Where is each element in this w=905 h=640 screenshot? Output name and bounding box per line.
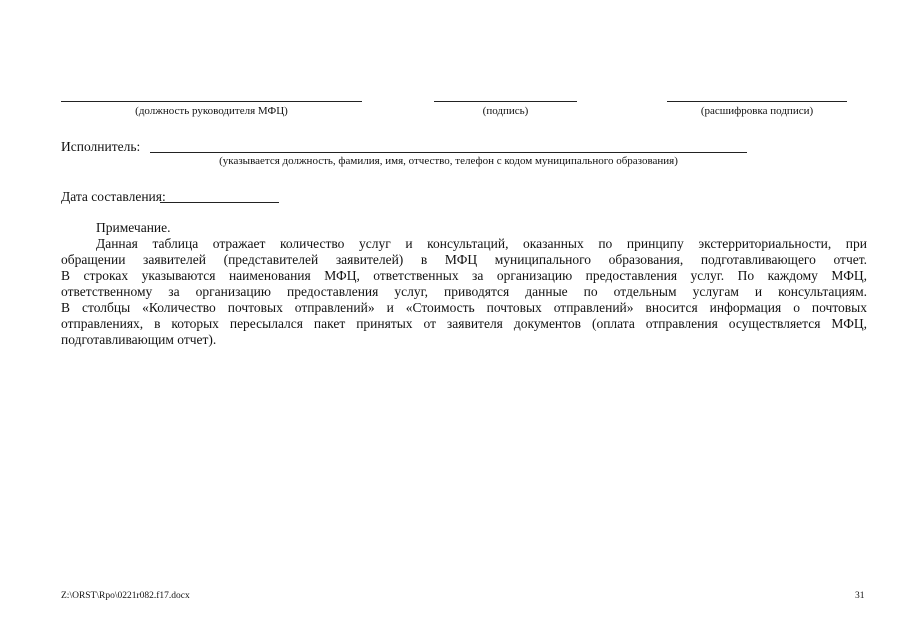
position-signature-line <box>61 101 362 102</box>
note-line: отправлениях, в которых пересылался пакет принятых от заявителя документов (оплата отправления осуществляется МФЦ, <box>61 316 867 331</box>
note-line: Данная таблица отражает количество услуг и консультаций, оказанных по принципу экстерриториальности, при <box>96 236 867 251</box>
executor-caption: (указывается должность, фамилия, имя, отчество, телефон с кодом муниципального образования) <box>219 155 678 167</box>
signature-caption: (подпись) <box>482 105 529 117</box>
position-caption: (должность руководителя МФЦ) <box>135 105 288 117</box>
note-line: подготавливающим отчет). <box>61 332 217 347</box>
note-title: Примечание. <box>96 220 171 235</box>
signature-decoding-line <box>667 101 847 102</box>
executor-line <box>150 152 747 153</box>
signature-decoding-caption: (расшифровка подписи) <box>700 105 814 117</box>
note-line: ответственному за организацию предоставления услуг, приводятся данные по отдельным услугам и консультациям. <box>61 284 867 299</box>
note-line: В строках указываются наименования МФЦ, ответственных за организацию предоставления услуг. По каждому МФЦ, <box>61 268 867 283</box>
signature-line <box>434 101 577 102</box>
note-line: В столбцы «Количество почтовых отправлений» и «Стоимость почтовых отправлений» вносится информация о почтовых <box>61 300 867 315</box>
executor-label: Исполнитель: <box>61 139 141 154</box>
date-line <box>160 202 279 203</box>
note-line: обращении заявителей (представителей заявителей) в МФЦ муниципального образования, подготавливающего отчет. <box>61 252 867 267</box>
footer-file-path: Z:\ORST\Rpo\0221r082.f17.docx <box>61 591 190 601</box>
page-number: 31 <box>855 591 865 601</box>
date-label: Дата составления: <box>61 189 166 204</box>
